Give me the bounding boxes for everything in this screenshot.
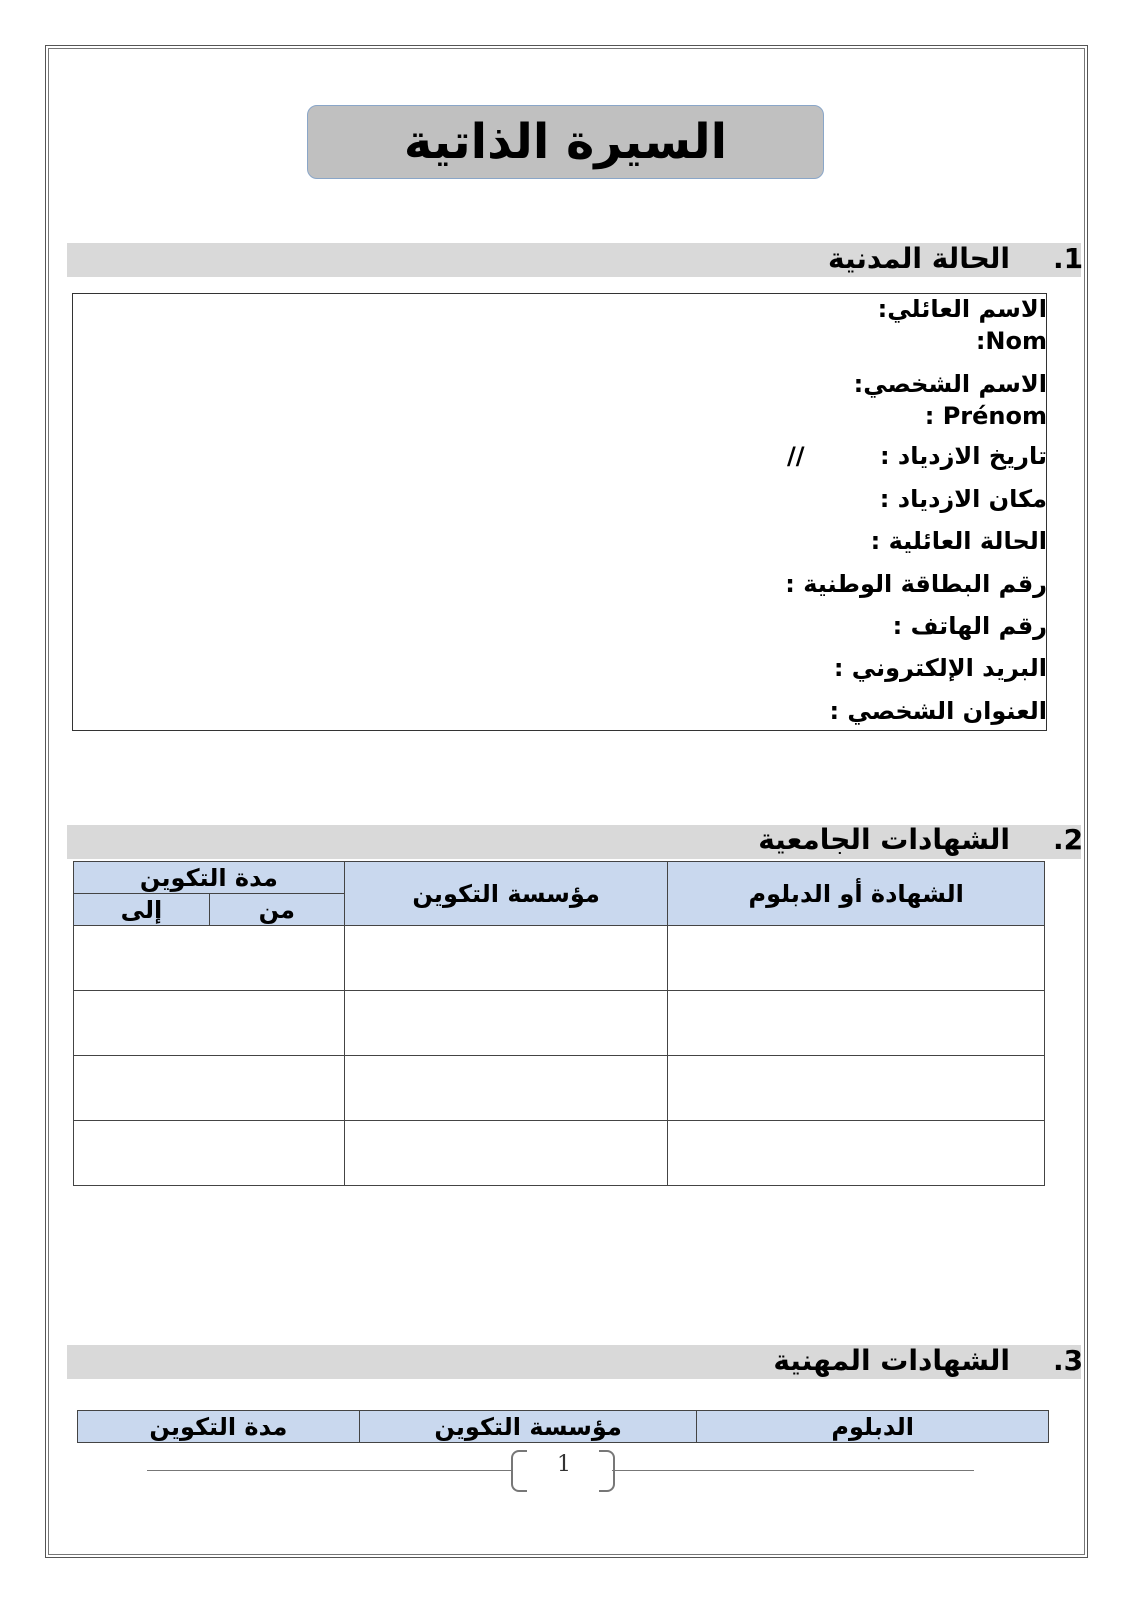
family-name-label: الاسم العائلي: [877, 295, 1047, 323]
professional-certificates-table [77, 1410, 1049, 1443]
col-to-header: إلى [74, 894, 210, 926]
col-duration-header: مدة التكوين [74, 862, 345, 894]
footer-bracket-left [511, 1450, 527, 1492]
document-title-box [307, 105, 824, 179]
col-institution-header: مؤسسة التكوين [344, 862, 668, 926]
institution-cell[interactable] [344, 991, 668, 1056]
section-2-number: .2 [1053, 823, 1084, 856]
footer-rule-right [612, 1470, 974, 1471]
col-from-header: من [209, 894, 344, 926]
address-label: العنوان الشخصي : [829, 697, 1047, 725]
table-row [74, 1056, 1045, 1121]
section-1-number: .1 [1053, 242, 1084, 275]
birth-date-label: تاريخ الازدياد : [879, 442, 1047, 470]
marital-status-label: الحالة العائلية : [870, 527, 1047, 555]
degree-cell[interactable] [668, 1056, 1045, 1121]
duration-cell[interactable] [74, 1121, 345, 1186]
university-degrees-table [73, 861, 1045, 1186]
document-title: السيرة الذاتية [403, 114, 728, 170]
col-diploma-header: الدبلوم [697, 1411, 1049, 1443]
page-number: 1 [557, 1452, 571, 1477]
birth-date-slashes: // [787, 442, 805, 470]
degree-cell[interactable] [668, 1121, 1045, 1186]
national-id-label: رقم البطاقة الوطنية : [785, 570, 1047, 598]
col-duration-header: مدة التكوين [78, 1411, 360, 1443]
section-3-title: الشهادات المهنية [773, 1344, 1010, 1377]
duration-cell[interactable] [74, 1056, 345, 1121]
table-row [74, 991, 1045, 1056]
section-1-title: الحالة المدنية [827, 242, 1010, 275]
institution-cell[interactable] [344, 926, 668, 991]
footer-rule-left [147, 1470, 512, 1471]
col-degree-header: الشهادة أو الدبلوم [668, 862, 1045, 926]
first-name-label: الاسم الشخصي: [853, 370, 1047, 398]
col-institution-header: مؤسسة التكوين [359, 1411, 697, 1443]
duration-cell[interactable] [74, 991, 345, 1056]
degree-cell[interactable] [668, 926, 1045, 991]
section-2-title: الشهادات الجامعية [758, 823, 1010, 856]
institution-cell[interactable] [344, 1121, 668, 1186]
family-name-fr-label: :Nom [975, 327, 1047, 355]
footer-bracket-right [599, 1450, 615, 1492]
email-label: البريد الإلكتروني : [833, 654, 1047, 682]
table-row [74, 926, 1045, 991]
birth-place-label: مكان الازدياد : [879, 485, 1047, 513]
table-row [74, 1121, 1045, 1186]
degree-cell[interactable] [668, 991, 1045, 1056]
first-name-fr-label: : Prénom [924, 402, 1047, 430]
section-3-number: .3 [1053, 1344, 1084, 1377]
institution-cell[interactable] [344, 1056, 668, 1121]
phone-label: رقم الهاتف : [892, 612, 1047, 640]
duration-cell[interactable] [74, 926, 345, 991]
